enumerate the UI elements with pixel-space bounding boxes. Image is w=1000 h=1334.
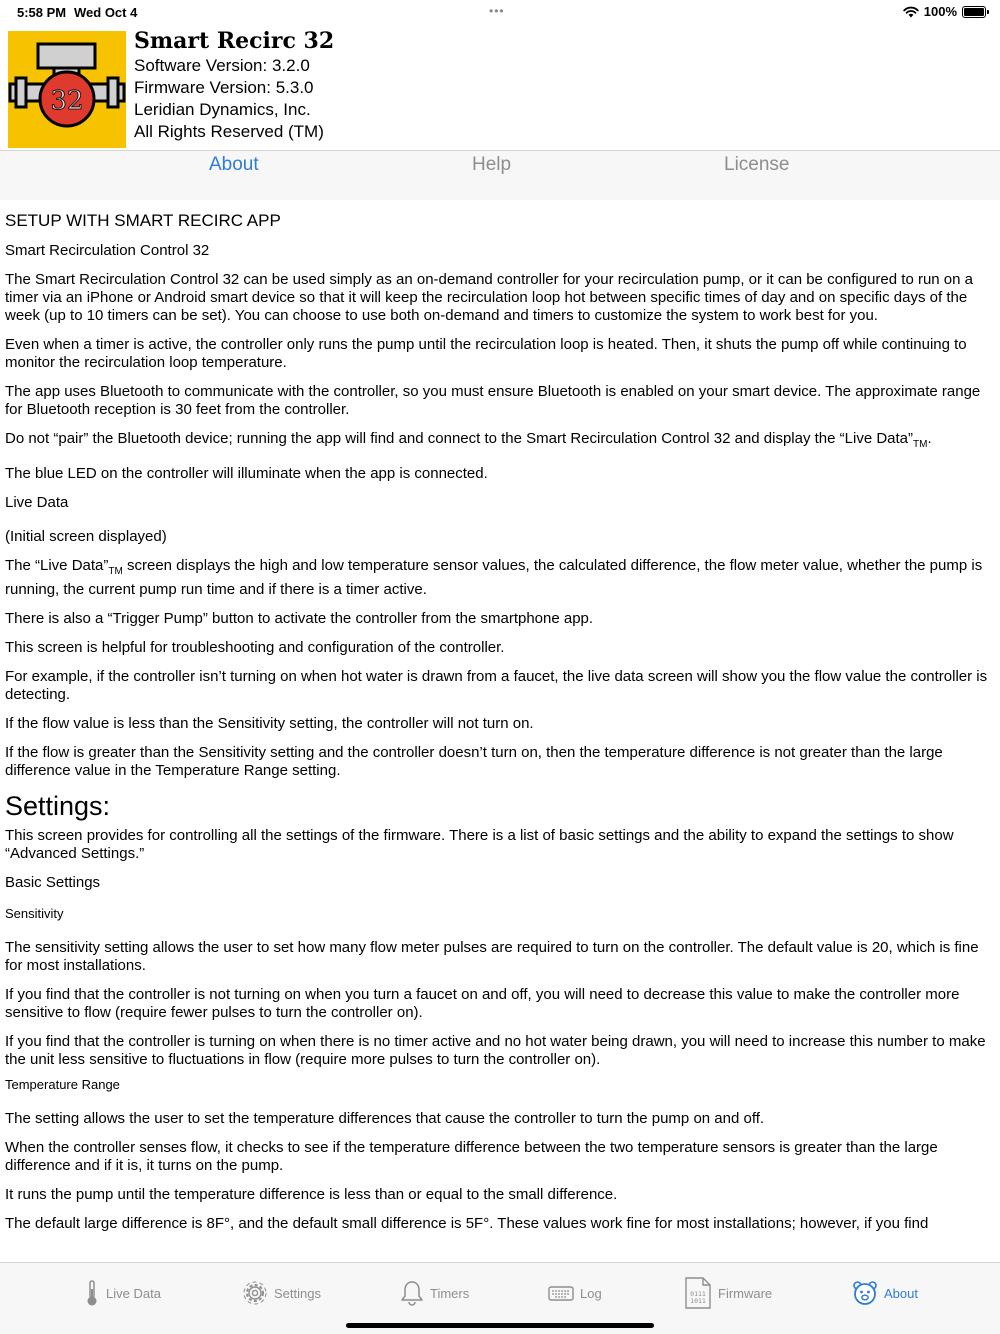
company-name: Leridian Dynamics, Inc. — [134, 100, 311, 119]
bear-icon — [852, 1280, 878, 1306]
help-content[interactable] — [0, 200, 1000, 1262]
tab-timers-label: Timers — [430, 1285, 470, 1301]
multitasking-dots-icon[interactable]: ••• — [489, 4, 505, 18]
temperature-range-heading: Temperature Range — [5, 1077, 120, 1092]
tab-firmware[interactable] — [684, 1263, 772, 1323]
setup-heading: SETUP WITH SMART RECIRC APP — [5, 211, 281, 230]
status-time: 5:58 PM — [17, 5, 67, 20]
trademark-mark: TM — [913, 439, 928, 450]
gear-icon — [242, 1280, 268, 1306]
paragraph-temperature-3: It runs the pump until the temperature difference is less than or equal to the small difference. — [5, 1186, 618, 1203]
bell-icon — [400, 1280, 424, 1306]
tab-log-label: Log — [580, 1285, 602, 1301]
live-data-heading: Live Data — [5, 494, 69, 511]
basic-settings-heading: Basic Settings — [5, 874, 101, 891]
pair-text-end: . — [927, 430, 932, 447]
paragraph-intro: The Smart Recirculation Control 32 can be used simply as an on-demand controller for your recirculation pump, or it can be configured to run on a timer via an iPhone or Android smart device so that it will keep the recirculation loop hot between specific times of day and on specific days of the week (up to 10 timers can be set). You can choose to use both on-demand and timers to customize the system to work best for you. — [5, 271, 973, 324]
product-name: Smart Recirculation Control 32 — [5, 242, 210, 259]
tab-live-data[interactable] — [84, 1263, 161, 1323]
paragraph-pair — [5, 430, 995, 454]
tab-license[interactable]: License — [724, 154, 790, 175]
settings-heading: Settings: — [5, 791, 111, 821]
logo-badge-text: 32 — [50, 86, 84, 116]
wifi-icon — [903, 6, 919, 18]
tab-timers[interactable] — [400, 1263, 469, 1323]
tab-about[interactable]: About — [209, 154, 259, 175]
software-version: Software Version: 3.2.0 — [134, 56, 310, 75]
status-bar — [0, 0, 1000, 24]
paragraph-bluetooth: The app uses Bluetooth to communicate with the controller, so you must ensure Bluetooth is enabled on your smart device. The approximate range for Bluetooth reception is 30 feet from the controller. — [5, 383, 981, 418]
paragraph-sensitivity-1: The sensitivity setting allows the user to set how many flow meter pulses are required to turn on the controller. The default value is 20, which is fine for most installations. — [5, 939, 979, 974]
paragraph-example: For example, if the controller isn’t turning on when hot water is drawn from a faucet, the live data screen will show you the flow value the controller is detecting. — [5, 668, 988, 703]
tab-log[interactable] — [548, 1263, 602, 1323]
binary-file-icon — [684, 1276, 712, 1310]
app-title: Smart Recirc 32 — [134, 28, 335, 54]
tab-firmware-label: Firmware — [718, 1285, 773, 1301]
live-data-text: The “Live Data” — [5, 557, 109, 574]
app-info — [134, 28, 334, 143]
sensitivity-heading: Sensitivity — [5, 906, 64, 921]
home-indicator[interactable] — [346, 1323, 654, 1328]
paragraph-trigger: There is also a “Trigger Pump” button to activate the controller from the smartphone app. — [5, 610, 594, 627]
paragraph-temperature-1: The setting allows the user to set the temperature differences that cause the controller to turn the pump on and off. — [5, 1110, 765, 1127]
tab-settings[interactable] — [242, 1263, 321, 1323]
svg-text:1011: 1011 — [690, 1297, 706, 1305]
tab-settings-label: Settings — [274, 1285, 321, 1301]
thermometer-icon — [84, 1279, 100, 1307]
tab-help[interactable]: Help — [472, 154, 512, 175]
paragraph-timer: Even when a timer is active, the controller only runs the pump until the recirculation loop is heated. Then, it shuts the pump off while continuing to monitor the recirculation loop temperature. — [5, 336, 967, 371]
svg-text:0111: 0111 — [690, 1290, 706, 1298]
paragraph-helpful: This screen is helpful for troubleshooting and configuration of the controller. — [5, 639, 505, 656]
paragraph-temperature-2: When the controller senses flow, it checks to see if the temperature difference between the two temperature sensors is greater than the large difference and if it is, it turns on the pump. — [5, 1139, 938, 1174]
initial-screen-note: (Initial screen displayed) — [5, 528, 167, 545]
tab-live-data-label: Live Data — [106, 1285, 161, 1301]
battery-icon — [962, 6, 986, 18]
paragraph-sensitivity-3: If you find that the controller is turning on when there is no timer active and no hot water being drawn, you will need to increase this number to make the unit less sensitive to fluctuations in flow (require more pulses to turn the controller on). — [5, 1033, 986, 1068]
firmware-version: Firmware Version: 5.3.0 — [134, 78, 314, 97]
paragraph-temperature-4: The default large difference is 8F°, and the default small difference is 5F°. These values work fine for most installations; however, if you find — [5, 1215, 929, 1232]
app-logo — [8, 31, 126, 148]
paragraph-settings: This screen provides for controlling all the settings of the firmware. There is a list of basic settings and the ability to expand the settings to show “Advanced Settings.” — [5, 827, 954, 862]
trademark-mark: TM — [108, 566, 123, 577]
paragraph-flow-less: If the flow value is less than the Sensitivity setting, the controller will not turn on. — [5, 715, 534, 732]
battery-percentage: 100% — [923, 4, 957, 19]
tab-about-bottom[interactable] — [852, 1263, 918, 1323]
live-data-text-end: screen displays the high and low temperature sensor values, the calculated difference, the flow meter value, whether the pump is running, the current pump run time and if there is a timer active. — [5, 557, 983, 598]
paragraph-live-data — [5, 557, 995, 599]
rights-notice: All Rights Reserved (TM) — [134, 122, 324, 141]
status-date: Wed Oct 4 — [74, 5, 138, 20]
keyboard-icon — [548, 1283, 574, 1303]
app-header — [0, 28, 1000, 150]
status-right — [903, 4, 986, 19]
paragraph-flow-greater: If the flow is greater than the Sensitivity setting and the controller doesn’t turn on, then the temperature difference is not greater than the large difference value in the Temperature Range setting. — [5, 744, 943, 779]
bottom-tab-bar — [0, 1262, 1000, 1334]
top-tab-strip — [0, 150, 1000, 200]
paragraph-sensitivity-2: If you find that the controller is not turning on when you turn a faucet on and off, you will need to decrease this value to make the controller more sensitive to flow (require fewer pulses to turn the controller on). — [5, 986, 960, 1021]
pair-text: Do not “pair” the Bluetooth device; running the app will find and connect to the Smart Recirculation Control 32 and display the “Live Data” — [5, 430, 914, 447]
paragraph-led: The blue LED on the controller will illuminate when the app is connected. — [5, 465, 488, 482]
tab-about-label: About — [884, 1285, 918, 1301]
